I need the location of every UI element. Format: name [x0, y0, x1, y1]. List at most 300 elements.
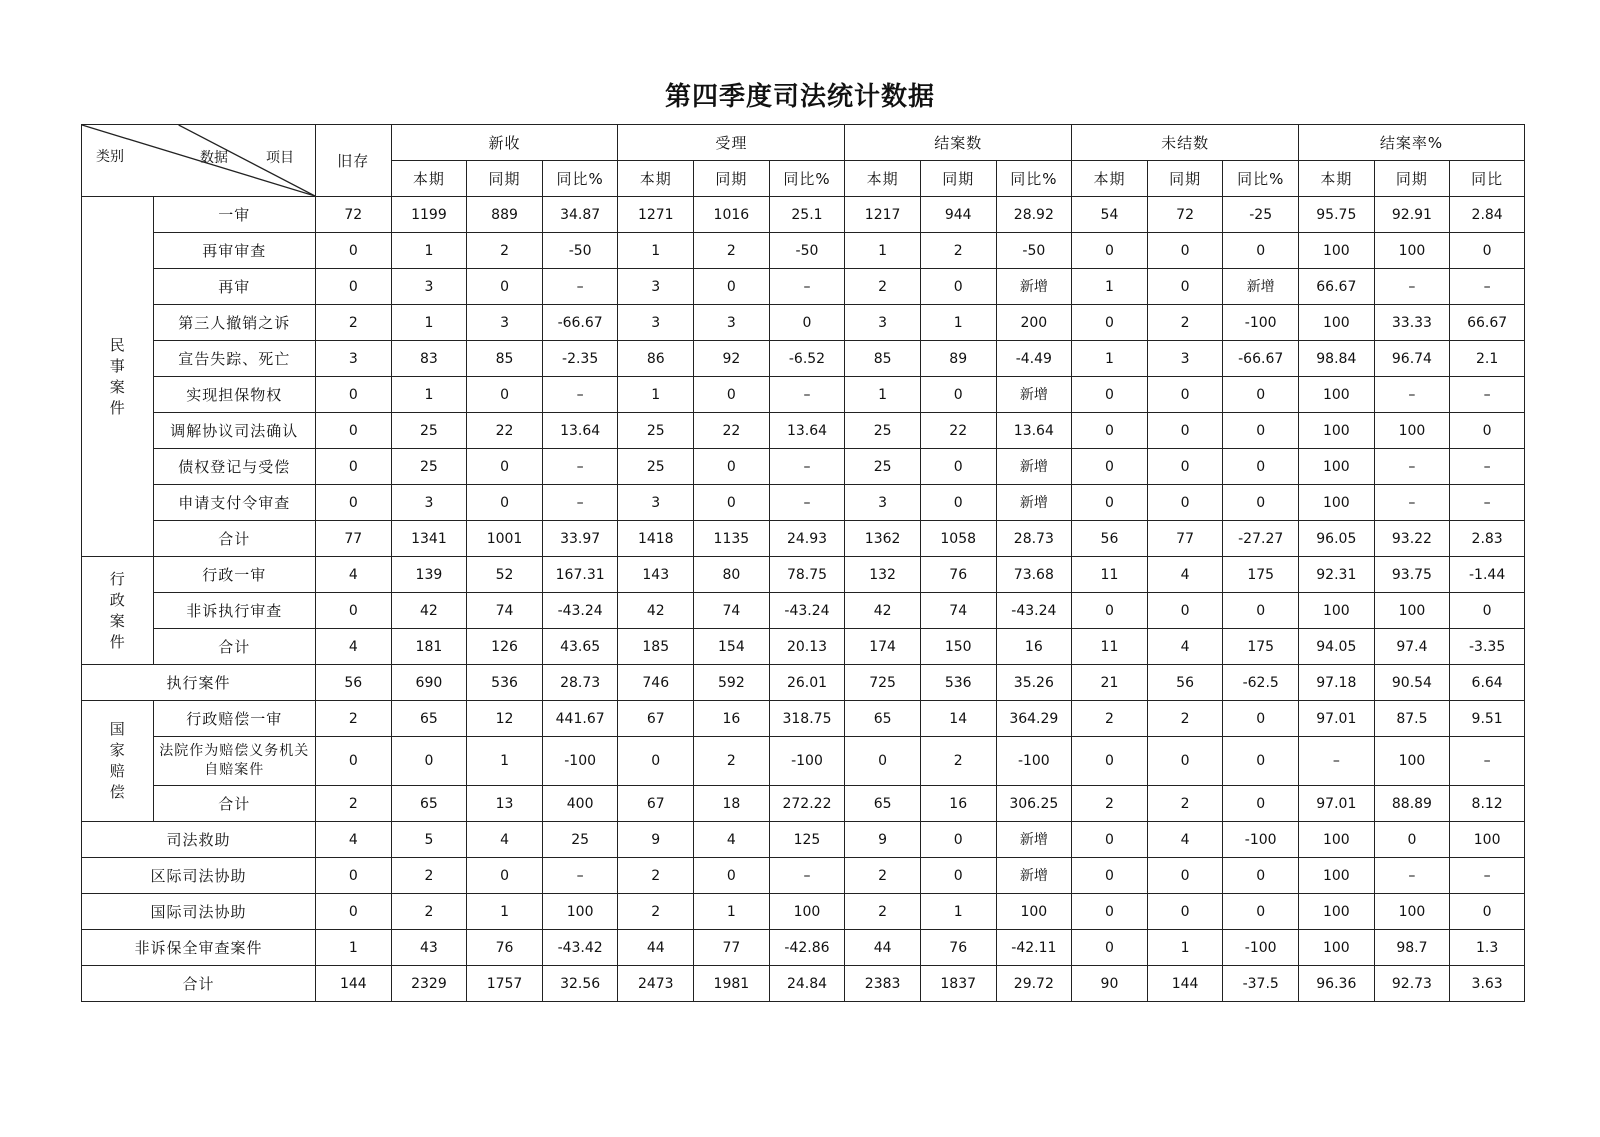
table-cell: 0: [694, 449, 770, 485]
table-cell: 0: [1450, 413, 1525, 449]
row-label: 非诉执行审查: [153, 593, 315, 629]
table-cell: –: [769, 485, 845, 521]
table-row: [82, 786, 1525, 822]
table-cell: –: [1374, 377, 1450, 413]
table-cell: 22: [467, 413, 543, 449]
table-cell: 1: [920, 894, 996, 930]
table-cell: 1199: [391, 197, 467, 233]
section-label-admin: [82, 557, 154, 665]
table-cell: 143: [618, 557, 694, 593]
table-cell: –: [1374, 858, 1450, 894]
table-cell: 0: [316, 269, 392, 305]
table-row: [82, 269, 1525, 305]
table-cell: -100: [542, 737, 618, 786]
table-cell: 100: [1299, 858, 1375, 894]
table-cell: 67: [618, 786, 694, 822]
table-cell: 77: [316, 521, 392, 557]
table-cell: 1837: [920, 966, 996, 1002]
table-row: [82, 305, 1525, 341]
row-label: 合计: [153, 629, 315, 665]
table-cell: 20.13: [769, 629, 845, 665]
table-cell: 0: [1223, 894, 1299, 930]
table-cell: 100: [1374, 737, 1450, 786]
table-cell: 1001: [467, 521, 543, 557]
table-cell: 25: [391, 413, 467, 449]
table-cell: 0: [316, 858, 392, 894]
table-cell: 0: [1147, 233, 1223, 269]
table-cell: 1: [467, 737, 543, 786]
table-cell: -100: [1223, 822, 1299, 858]
table-cell: 11: [1072, 557, 1148, 593]
table-cell: -66.67: [542, 305, 618, 341]
table-cell: 9.51: [1450, 701, 1525, 737]
table-cell: 0: [618, 737, 694, 786]
table-cell: 0: [1223, 737, 1299, 786]
table-cell: 1: [920, 305, 996, 341]
table-cell: 2383: [845, 966, 921, 1002]
row-label: 调解协议司法确认: [153, 413, 315, 449]
table-cell: 100: [1299, 485, 1375, 521]
table-cell: 100: [1374, 233, 1450, 269]
table-cell: 54: [1072, 197, 1148, 233]
table-cell: 1271: [618, 197, 694, 233]
table-cell: 0: [1072, 822, 1148, 858]
table-cell: 72: [316, 197, 392, 233]
table-cell: 0: [1147, 377, 1223, 413]
table-cell: 1362: [845, 521, 921, 557]
table-cell: 0: [316, 593, 392, 629]
corner-item-label: 项目: [266, 150, 294, 166]
table-row: [82, 377, 1525, 413]
table-cell: 0: [694, 269, 770, 305]
table-cell: 2: [1147, 701, 1223, 737]
table-cell: -100: [1223, 305, 1299, 341]
table-cell: 0: [1072, 485, 1148, 521]
table-cell: 85: [467, 341, 543, 377]
table-cell: 88.89: [1374, 786, 1450, 822]
section-label-char: 案: [109, 377, 125, 396]
table-cell: 0: [920, 269, 996, 305]
table-cell: 0: [845, 737, 921, 786]
subcolumn-header: 同比: [1450, 161, 1525, 197]
table-cell: 新增: [1223, 269, 1299, 305]
table-cell: 16: [920, 786, 996, 822]
table-cell: 100: [1299, 593, 1375, 629]
section-label-char: 政: [109, 590, 125, 609]
table-cell: 1: [391, 233, 467, 269]
table-cell: 3: [467, 305, 543, 341]
subcolumn-header: 同期: [694, 161, 770, 197]
table-cell: 0: [1147, 413, 1223, 449]
table-cell: 4: [694, 822, 770, 858]
table-cell: 3: [391, 485, 467, 521]
corner-data-label: 数据: [200, 150, 228, 166]
table-cell: 25: [618, 413, 694, 449]
table-cell: 0: [1223, 701, 1299, 737]
section-label-char: 案: [109, 611, 125, 630]
subcolumn-header: 本期: [1299, 161, 1375, 197]
table-cell: 592: [694, 665, 770, 701]
table-cell: 441.67: [542, 701, 618, 737]
table-cell: 33.33: [1374, 305, 1450, 341]
table-cell: -4.49: [996, 341, 1072, 377]
table-cell: 174: [845, 629, 921, 665]
table-cell: 306.25: [996, 786, 1072, 822]
table-cell: 74: [694, 593, 770, 629]
table-cell: 364.29: [996, 701, 1072, 737]
table-cell: 0: [467, 269, 543, 305]
table-cell: 0: [467, 377, 543, 413]
table-row: [82, 197, 1525, 233]
table-cell: 33.97: [542, 521, 618, 557]
table-cell: 0: [694, 485, 770, 521]
table-cell: -100: [1223, 930, 1299, 966]
table-cell: 4: [316, 557, 392, 593]
table-cell: 92.91: [1374, 197, 1450, 233]
table-cell: 0: [316, 737, 392, 786]
table-cell: 2: [845, 894, 921, 930]
table-cell: -50: [542, 233, 618, 269]
table-cell: 44: [845, 930, 921, 966]
table-cell: 3: [618, 269, 694, 305]
table-cell: 0: [1072, 413, 1148, 449]
table-cell: 0: [694, 858, 770, 894]
table-cell: 1: [1147, 930, 1223, 966]
table-row: [82, 233, 1525, 269]
section-label-char: 行: [109, 569, 125, 588]
table-cell: 3.63: [1450, 966, 1525, 1002]
table-cell: 66.67: [1299, 269, 1375, 305]
table-cell: –: [1374, 485, 1450, 521]
table-cell: -42.11: [996, 930, 1072, 966]
row-label: 执行案件: [82, 665, 316, 701]
table-cell: 97.01: [1299, 701, 1375, 737]
table-cell: 100: [1299, 233, 1375, 269]
table-cell: 90: [1072, 966, 1148, 1002]
subcolumn-header: 同期: [467, 161, 543, 197]
table-cell: 2: [391, 894, 467, 930]
table-cell: 3: [845, 305, 921, 341]
table-cell: 0: [1223, 858, 1299, 894]
table-cell: 77: [1147, 521, 1223, 557]
table-cell: 4: [316, 822, 392, 858]
table-cell: 98.7: [1374, 930, 1450, 966]
table-cell: 0: [1223, 377, 1299, 413]
table-cell: 76: [467, 930, 543, 966]
table-cell: 新增: [996, 449, 1072, 485]
table-cell: -6.52: [769, 341, 845, 377]
table-cell: 1.3: [1450, 930, 1525, 966]
table-cell: 1: [845, 233, 921, 269]
table-row: [82, 858, 1525, 894]
table-cell: 56: [1072, 521, 1148, 557]
group-header-pending: 未结数: [1072, 125, 1299, 161]
table-cell: 25: [391, 449, 467, 485]
table-cell: 78.75: [769, 557, 845, 593]
table-cell: 2: [316, 786, 392, 822]
table-cell: 0: [467, 858, 543, 894]
table-cell: 1: [391, 377, 467, 413]
table-cell: 9: [618, 822, 694, 858]
section-label-state: [82, 701, 154, 822]
table-cell: -62.5: [1223, 665, 1299, 701]
table-cell: 2: [1147, 786, 1223, 822]
subcolumn-header: 本期: [391, 161, 467, 197]
section-label-char: 件: [109, 398, 125, 417]
table-cell: 0: [1072, 894, 1148, 930]
table-cell: 144: [316, 966, 392, 1002]
row-label: 行政一审: [153, 557, 315, 593]
table-cell: -43.42: [542, 930, 618, 966]
table-cell: 98.84: [1299, 341, 1375, 377]
table-cell: 0: [1147, 593, 1223, 629]
table-cell: 1: [1072, 269, 1148, 305]
table-row: [82, 894, 1525, 930]
table-cell: 0: [1223, 449, 1299, 485]
table-cell: 0: [1223, 485, 1299, 521]
table-cell: 2: [845, 858, 921, 894]
table-row: [82, 930, 1525, 966]
table-cell: -100: [769, 737, 845, 786]
table-row: [82, 413, 1525, 449]
table-cell: 1058: [920, 521, 996, 557]
table-cell: 0: [1072, 737, 1148, 786]
table-cell: 13.64: [996, 413, 1072, 449]
subcolumn-header: 同期: [920, 161, 996, 197]
row-label: 非诉保全审查案件: [82, 930, 316, 966]
table-cell: –: [542, 858, 618, 894]
table-cell: 1217: [845, 197, 921, 233]
table-cell: 2: [920, 233, 996, 269]
old-stock-header: 旧存: [316, 125, 392, 197]
table-cell: 74: [467, 593, 543, 629]
table-cell: 725: [845, 665, 921, 701]
table-cell: –: [1450, 269, 1525, 305]
table-cell: 536: [920, 665, 996, 701]
table-cell: 132: [845, 557, 921, 593]
subcolumn-header: 同期: [1374, 161, 1450, 197]
table-cell: 1: [391, 305, 467, 341]
table-cell: 0: [467, 485, 543, 521]
table-row: [82, 449, 1525, 485]
table-row: [82, 557, 1525, 593]
group-header-close-rate: 结案率%: [1299, 125, 1525, 161]
table-cell: 1135: [694, 521, 770, 557]
table-cell: 318.75: [769, 701, 845, 737]
table-cell: 1: [845, 377, 921, 413]
table-cell: 144: [1147, 966, 1223, 1002]
table-row: [82, 485, 1525, 521]
table-cell: 96.36: [1299, 966, 1375, 1002]
table-cell: 0: [1147, 269, 1223, 305]
group-header-closed: 结案数: [845, 125, 1072, 161]
table-cell: 8.12: [1450, 786, 1525, 822]
table-cell: 0: [1147, 449, 1223, 485]
table-cell: 11: [1072, 629, 1148, 665]
group-header-new: 新收: [391, 125, 618, 161]
table-cell: 25: [845, 449, 921, 485]
table-cell: 400: [542, 786, 618, 822]
table-cell: 0: [920, 485, 996, 521]
table-cell: 0: [1147, 894, 1223, 930]
header-row-groups: [82, 125, 1525, 161]
table-cell: 28.92: [996, 197, 1072, 233]
table-cell: 0: [694, 377, 770, 413]
table-cell: 92: [694, 341, 770, 377]
row-label: 宣告失踪、死亡: [153, 341, 315, 377]
table-cell: 175: [1223, 629, 1299, 665]
table-cell: -43.24: [769, 593, 845, 629]
table-cell: 1016: [694, 197, 770, 233]
table-row: [82, 593, 1525, 629]
row-label: 再审审查: [153, 233, 315, 269]
table-cell: –: [769, 858, 845, 894]
table-cell: 167.31: [542, 557, 618, 593]
table-cell: 65: [391, 701, 467, 737]
row-label: 申请支付令审查: [153, 485, 315, 521]
table-cell: 89: [920, 341, 996, 377]
table-cell: 100: [1374, 413, 1450, 449]
table-cell: 22: [920, 413, 996, 449]
row-label: 司法救助: [82, 822, 316, 858]
table-cell: –: [542, 449, 618, 485]
section-label-char: 赔: [109, 762, 125, 780]
table-cell: 85: [845, 341, 921, 377]
table-cell: -100: [996, 737, 1072, 786]
table-cell: -25: [1223, 197, 1299, 233]
table-cell: 90.54: [1374, 665, 1450, 701]
table-cell: 新增: [996, 377, 1072, 413]
table-cell: 200: [996, 305, 1072, 341]
table-cell: 67: [618, 701, 694, 737]
table-cell: -43.24: [542, 593, 618, 629]
table-cell: 100: [1299, 894, 1375, 930]
table-cell: 125: [769, 822, 845, 858]
table-cell: 100: [1374, 894, 1450, 930]
table-cell: 76: [920, 930, 996, 966]
table-cell: 0: [769, 305, 845, 341]
table-cell: 新增: [996, 858, 1072, 894]
table-cell: -42.86: [769, 930, 845, 966]
subcolumn-header: 本期: [618, 161, 694, 197]
table-cell: -2.35: [542, 341, 618, 377]
table-cell: 1757: [467, 966, 543, 1002]
row-label: 合计: [153, 786, 315, 822]
table-cell: 73.68: [996, 557, 1072, 593]
table-cell: 100: [1299, 822, 1375, 858]
table-cell: 0: [920, 822, 996, 858]
table-cell: 65: [845, 701, 921, 737]
section-label-char: 件: [109, 632, 125, 651]
table-cell: 66.67: [1450, 305, 1525, 341]
table-cell: 0: [1450, 233, 1525, 269]
table-cell: 65: [391, 786, 467, 822]
table-cell: 1981: [694, 966, 770, 1002]
table-cell: 1: [467, 894, 543, 930]
section-label-char: 国: [109, 720, 125, 738]
table-cell: 95.75: [1299, 197, 1375, 233]
table-cell: 2: [920, 737, 996, 786]
table-row: [82, 737, 1525, 786]
statistics-table: [81, 124, 1525, 1002]
table-cell: 76: [920, 557, 996, 593]
table-cell: 100: [1299, 305, 1375, 341]
table-cell: 35.26: [996, 665, 1072, 701]
table-cell: –: [1450, 485, 1525, 521]
table-cell: 9: [845, 822, 921, 858]
table-cell: 4: [1147, 557, 1223, 593]
row-label: 再审: [153, 269, 315, 305]
table-cell: 100: [1299, 413, 1375, 449]
table-cell: –: [769, 377, 845, 413]
table-cell: -50: [769, 233, 845, 269]
table-cell: 新增: [996, 822, 1072, 858]
table-cell: 100: [1299, 377, 1375, 413]
table-cell: 0: [1072, 930, 1148, 966]
table-cell: 34.87: [542, 197, 618, 233]
table-cell: 32.56: [542, 966, 618, 1002]
table-row: [82, 341, 1525, 377]
table-cell: 3: [694, 305, 770, 341]
table-cell: 92.73: [1374, 966, 1450, 1002]
table-cell: 181: [391, 629, 467, 665]
page-title: 第四季度司法统计数据: [664, 82, 935, 112]
table-cell: 0: [1147, 737, 1223, 786]
table-cell: 2: [1147, 305, 1223, 341]
table-cell: 2: [618, 894, 694, 930]
table-cell: 2: [618, 858, 694, 894]
table-cell: -50: [996, 233, 1072, 269]
table-cell: 42: [618, 593, 694, 629]
table-cell: 4: [316, 629, 392, 665]
table-cell: 6.64: [1450, 665, 1525, 701]
section-label-char: 偿: [109, 783, 125, 801]
table-cell: 2: [845, 269, 921, 305]
table-cell: 100: [1450, 822, 1525, 858]
table-cell: -37.5: [1223, 966, 1299, 1002]
table-cell: 100: [1374, 593, 1450, 629]
table-cell: 0: [1374, 822, 1450, 858]
table-row: [82, 701, 1525, 737]
table-cell: 0: [1450, 593, 1525, 629]
table-cell: 94.05: [1299, 629, 1375, 665]
table-cell: -1.44: [1450, 557, 1525, 593]
table-cell: 0: [1450, 894, 1525, 930]
table-cell: 2: [467, 233, 543, 269]
table-cell: 0: [1147, 485, 1223, 521]
corner-header-cell: [82, 125, 316, 197]
table-cell: 0: [316, 377, 392, 413]
table-cell: 97.4: [1374, 629, 1450, 665]
subcolumn-header: 同期: [1147, 161, 1223, 197]
table-cell: –: [769, 269, 845, 305]
table-cell: 43.65: [542, 629, 618, 665]
table-cell: 0: [920, 858, 996, 894]
table-cell: 0: [1072, 233, 1148, 269]
table-cell: 0: [1147, 858, 1223, 894]
table-cell: 74: [920, 593, 996, 629]
table-cell: 2: [694, 233, 770, 269]
table-cell: 1: [618, 377, 694, 413]
table-cell: 150: [920, 629, 996, 665]
table-cell: –: [1450, 737, 1525, 786]
table-cell: 5: [391, 822, 467, 858]
table-cell: –: [1374, 449, 1450, 485]
table-cell: 72: [1147, 197, 1223, 233]
table-row: [82, 521, 1525, 557]
table-cell: 93.22: [1374, 521, 1450, 557]
section-label-char: 家: [109, 741, 125, 759]
